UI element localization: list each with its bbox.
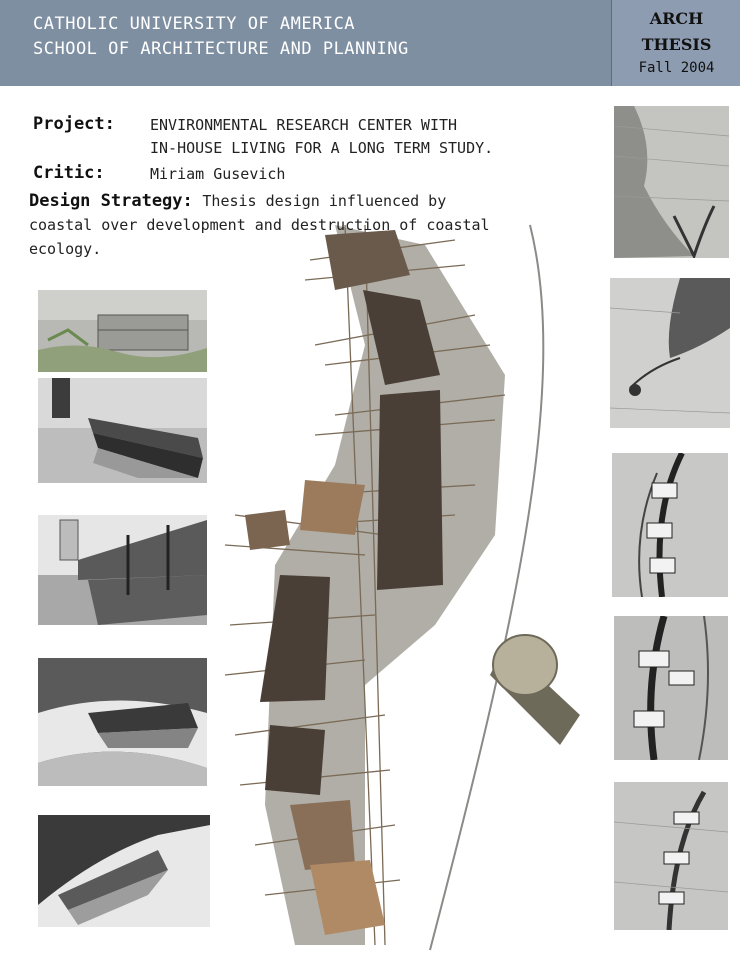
perspective-render-2	[38, 515, 207, 625]
project-line1: ENVIRONMENTAL RESEARCH CENTER WITH	[150, 116, 458, 134]
strategy-line3: ecology.	[29, 240, 102, 258]
aerial-render-2	[38, 815, 210, 927]
roof-6	[260, 575, 330, 702]
site-plan-model	[215, 205, 595, 955]
institution-line2: SCHOOL OF ARCHITECTURE AND PLANNING	[33, 39, 409, 59]
critic-name: Miriam Gusevich	[150, 165, 286, 183]
critic-label: Critic:	[33, 163, 105, 183]
cylinder-object	[490, 635, 580, 745]
roof-5	[245, 510, 290, 550]
header-banner	[0, 0, 740, 86]
institution-line1: CATHOLIC UNIVERSITY OF AMERICA	[33, 14, 356, 34]
coastal-sketch-2	[610, 278, 730, 428]
roof-7	[265, 725, 325, 795]
badge-term: Fall 2004	[638, 60, 715, 76]
aerial-render-1	[38, 658, 207, 786]
strategy-label: Design Strategy:	[29, 191, 193, 211]
project-label: Project:	[33, 114, 115, 134]
badge-arch: ARCH	[649, 9, 704, 28]
badge-thesis: THESIS	[641, 35, 712, 54]
institution-title	[33, 12, 409, 62]
project-line2: IN-HOUSE LIVING FOR A LONG TERM STUDY.	[150, 139, 494, 157]
roof-3	[377, 390, 443, 590]
plan-sketch-2	[614, 616, 728, 760]
strategy-line2: coastal over development and destruction of coastal	[29, 216, 490, 234]
plan-sketch-1	[612, 453, 728, 597]
strategy-line1: Thesis design influenced by	[202, 192, 447, 210]
site-elevation-render	[38, 290, 207, 372]
course-badge	[611, 0, 740, 86]
perspective-render-1	[38, 378, 207, 483]
strategy-block	[29, 189, 629, 261]
coastal-sketch-1	[614, 106, 729, 258]
plan-sketch-3	[614, 782, 728, 930]
roof-4	[300, 480, 365, 535]
